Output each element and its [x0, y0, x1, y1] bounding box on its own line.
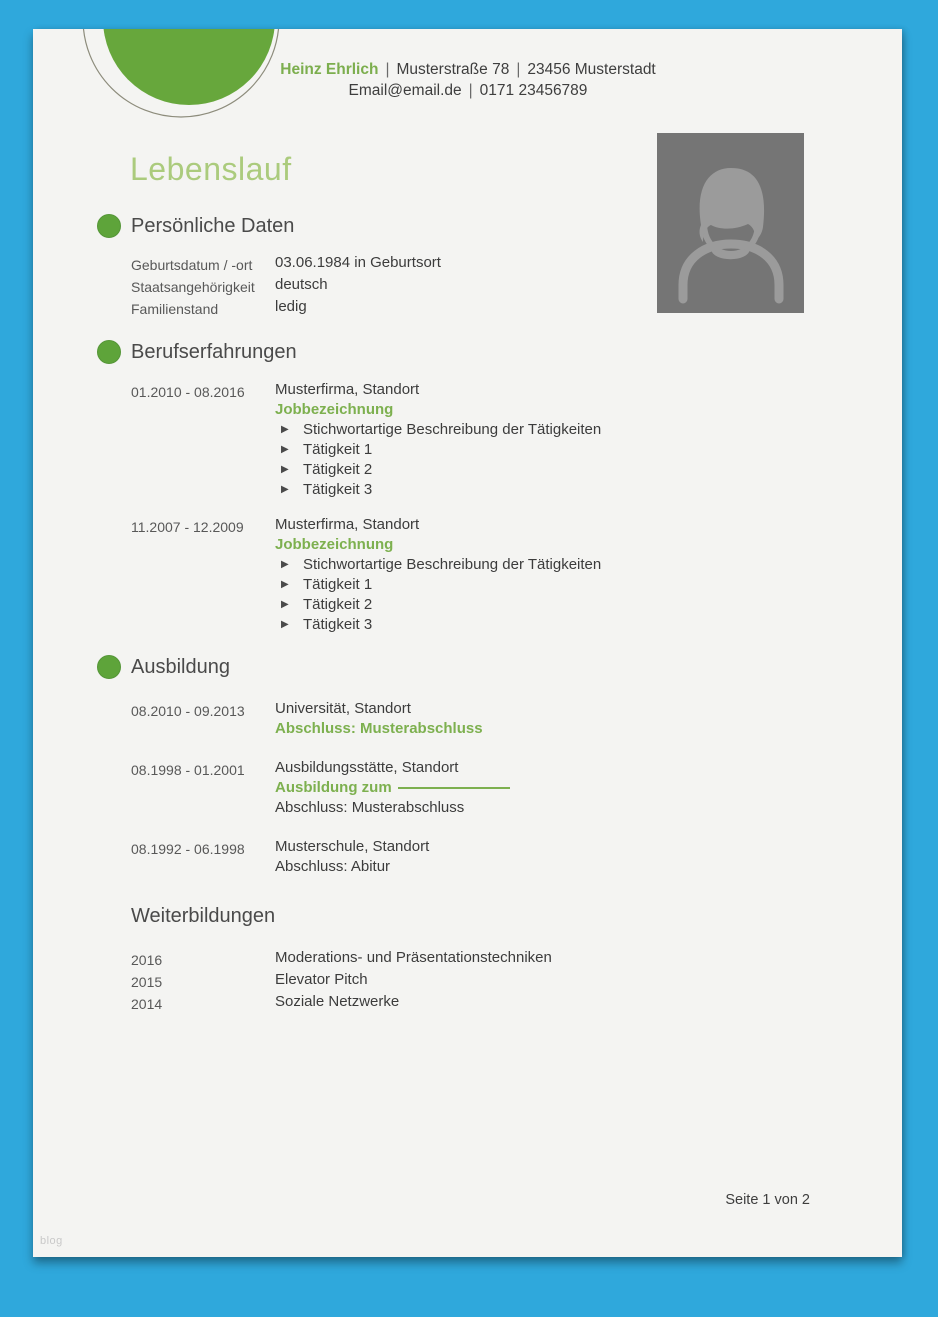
company-name: Musterfirma, Standort	[275, 516, 420, 533]
training-title: Soziale Netzwerke	[275, 993, 400, 1010]
training-title: Elevator Pitch	[275, 971, 368, 988]
task-text: Stichwortartige Beschreibung der Tätigkeiten	[303, 421, 602, 438]
degree-text: Abschluss: Abitur	[275, 858, 391, 875]
triangle-bullet-icon: ▶	[281, 559, 289, 570]
experience-entry	[131, 380, 882, 500]
education-entry	[131, 699, 882, 739]
task-item	[275, 555, 882, 575]
page-number: Seite 1 von 2	[725, 1192, 810, 1208]
entry-period: 08.2010 - 09.2013	[131, 703, 245, 719]
task-text: Tätigkeit 1	[303, 576, 373, 593]
task-text: Stichwortartige Beschreibung der Tätigkeiten	[303, 556, 602, 573]
degree-highlight: Ausbildung zum	[275, 779, 392, 796]
section-bullet-icon	[97, 655, 121, 679]
education-entry	[131, 837, 882, 877]
city-address: 23456 Musterstadt	[527, 61, 656, 78]
personal-row	[131, 297, 882, 319]
page-title: Lebenslauf	[130, 151, 292, 187]
triangle-bullet-icon: ▶	[281, 619, 289, 630]
separator: |	[385, 61, 390, 78]
person-name: Heinz Ehrlich	[280, 61, 379, 78]
section-bullet-icon	[97, 214, 121, 238]
section-title: Berufserfahrungen	[131, 340, 297, 363]
email-address: Email@email.de	[348, 82, 462, 99]
task-item	[275, 440, 882, 460]
task-item	[275, 480, 882, 500]
section-heading-education	[97, 654, 902, 680]
task-item	[275, 595, 882, 615]
training-title: Moderations- und Präsentationstechniken	[275, 949, 552, 966]
entry-period: 08.1998 - 01.2001	[131, 762, 245, 778]
job-title: Jobbezeichnung	[275, 536, 394, 553]
task-item	[275, 420, 882, 440]
training-row	[131, 948, 882, 970]
degree-highlight: Abschluss: Musterabschluss	[275, 720, 483, 737]
entry-period: 11.2007 - 12.2009	[131, 519, 244, 535]
degree-text: Abschluss: Musterabschluss	[275, 799, 465, 816]
field-label: Geburtsdatum / -ort	[131, 257, 253, 273]
training-row	[131, 992, 882, 1014]
task-text: Tätigkeit 3	[303, 616, 373, 633]
personal-row	[131, 253, 882, 275]
resume-content	[33, 29, 902, 1014]
training-year: 2016	[131, 952, 163, 968]
section-title: Weiterbildungen	[131, 904, 276, 927]
training-year: 2014	[131, 996, 163, 1012]
institution-name: Musterschule, Standort	[275, 838, 430, 855]
triangle-bullet-icon: ▶	[281, 599, 289, 610]
section-heading-training	[131, 903, 902, 929]
entry-period: 01.2010 - 08.2016	[131, 384, 245, 400]
training-year: 2015	[131, 974, 163, 990]
education-entry	[131, 758, 882, 818]
company-name: Musterfirma, Standort	[275, 381, 420, 398]
triangle-bullet-icon: ▶	[281, 424, 289, 435]
job-title: Jobbezeichnung	[275, 401, 394, 418]
personal-row	[131, 275, 882, 297]
field-label: Familienstand	[131, 301, 219, 317]
section-title: Ausbildung	[131, 655, 230, 678]
street-address: Musterstraße 78	[396, 61, 510, 78]
field-label: Staatsangehörigkeit	[131, 279, 255, 295]
task-item	[275, 615, 882, 635]
triangle-bullet-icon: ▶	[281, 444, 289, 455]
watermark: blog	[40, 1235, 63, 1247]
institution-name: Ausbildungsstätte, Standort	[275, 759, 459, 776]
task-text: Tätigkeit 2	[303, 596, 373, 613]
entry-period: 08.1992 - 06.1998	[131, 841, 245, 857]
training-row	[131, 970, 882, 992]
training-block	[33, 948, 902, 1014]
task-text: Tätigkeit 1	[303, 441, 373, 458]
phone-number: 0171 23456789	[479, 82, 588, 99]
section-bullet-icon	[97, 340, 121, 364]
separator: |	[516, 61, 521, 78]
triangle-bullet-icon: ▶	[281, 484, 289, 495]
section-heading-personal	[97, 213, 902, 239]
triangle-bullet-icon: ▶	[281, 579, 289, 590]
field-value: deutsch	[275, 276, 328, 293]
section-title: Persönliche Daten	[131, 214, 295, 237]
institution-name: Universität, Standort	[275, 700, 411, 717]
personal-data-block	[33, 253, 902, 319]
task-text: Tätigkeit 3	[303, 481, 373, 498]
task-text: Tätigkeit 2	[303, 461, 373, 478]
field-value: 03.06.1984 in Geburtsort	[275, 254, 441, 271]
resume-page	[33, 29, 902, 1257]
section-heading-experience	[97, 339, 902, 365]
field-value: ledig	[275, 298, 307, 315]
triangle-bullet-icon: ▶	[281, 464, 289, 475]
experience-entry	[131, 515, 882, 635]
fill-in-blank-underline	[398, 787, 510, 789]
task-item	[275, 575, 882, 595]
separator: |	[468, 82, 473, 99]
task-item	[275, 460, 882, 480]
